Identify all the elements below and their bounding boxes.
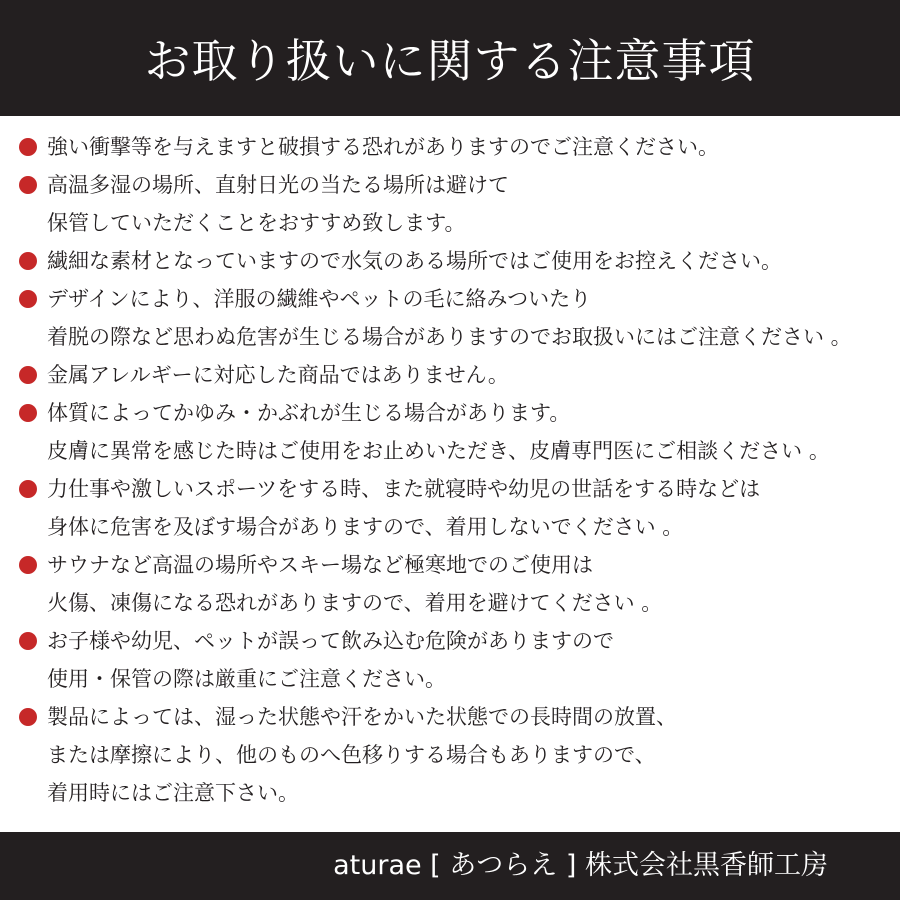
notice-line: お子様や幼児、ペットが誤って飲み込む危険がありますので (47, 629, 614, 653)
notice-item (0, 242, 900, 280)
bullet-dot-icon (19, 480, 37, 498)
footer-brand-text: aturae [ あつらえ ] 株式会社黒香師工房 (333, 850, 828, 881)
notice-line: 保管していただくことをおすすめ致します。 (47, 211, 466, 235)
bullet-dot-icon (19, 366, 37, 384)
notice-line: 金属アレルギーに対応した商品ではありません。 (47, 363, 509, 387)
notice-line: サウナなど高温の場所やスキー場など極寒地でのご使用は (47, 553, 593, 577)
notice-line: 着用時にはご注意下さい。 (47, 781, 299, 805)
notice-item (0, 470, 900, 546)
notice-item (0, 394, 900, 470)
notice-item (0, 546, 900, 622)
bullet-dot-icon (19, 708, 37, 726)
bullet-dot-icon (19, 556, 37, 574)
notice-line: 皮膚に異常を感じた時はご使用をお止めいただき、皮膚専門医にご相談ください 。 (47, 439, 830, 463)
bullet-dot-icon (19, 176, 37, 194)
notice-line: 使用・保管の際は厳重にご注意ください。 (47, 667, 446, 691)
notice-line: 高温多湿の場所、直射日光の当たる場所は避けて (47, 173, 509, 197)
notice-line: 力仕事や激しいスポーツをする時、また就寝時や幼児の世話をする時などは (47, 477, 761, 501)
notice-line: 製品によっては、湿った状態や汗をかいた状態での長時間の放置、 (47, 705, 677, 729)
notice-line: デザインにより、洋服の繊維やペットの毛に絡みついたり (47, 287, 592, 311)
notice-line: 身体に危害を及ぼす場合がありますので、着用しないでください 。 (47, 515, 684, 539)
bullet-dot-icon (19, 138, 37, 156)
notice-line: 着脱の際など思わぬ危害が生じる場合がありますのでお取扱いにはご注意ください 。 (47, 325, 852, 349)
bullet-dot-icon (19, 404, 37, 422)
notice-list (0, 128, 900, 828)
footer-bar (0, 832, 900, 900)
notice-line: または摩擦により、他のものへ色移りする場合もありますので、 (47, 743, 656, 767)
notice-line: 強い衝撃等を与えますと破損する恐れがありますのでご注意ください。 (47, 135, 719, 159)
notice-item (0, 622, 900, 698)
notice-line: 火傷、凍傷になる恐れがありますので、着用を避けてください 。 (47, 591, 663, 615)
notice-line: 繊細な素材となっていますので水気のある場所ではご使用をお控えください。 (47, 249, 782, 273)
bullet-dot-icon (19, 632, 37, 650)
bullet-dot-icon (19, 252, 37, 270)
notice-item (0, 356, 900, 394)
bullet-dot-icon (19, 290, 37, 308)
header-bar (0, 0, 900, 116)
notice-item (0, 166, 900, 242)
notice-item (0, 280, 900, 356)
notice-line: 体質によってかゆみ・かぶれが生じる場合があります。 (47, 401, 571, 425)
notice-item (0, 128, 900, 166)
page-title: お取り扱いに関する注意事項 (144, 34, 756, 88)
notice-item (0, 698, 900, 812)
